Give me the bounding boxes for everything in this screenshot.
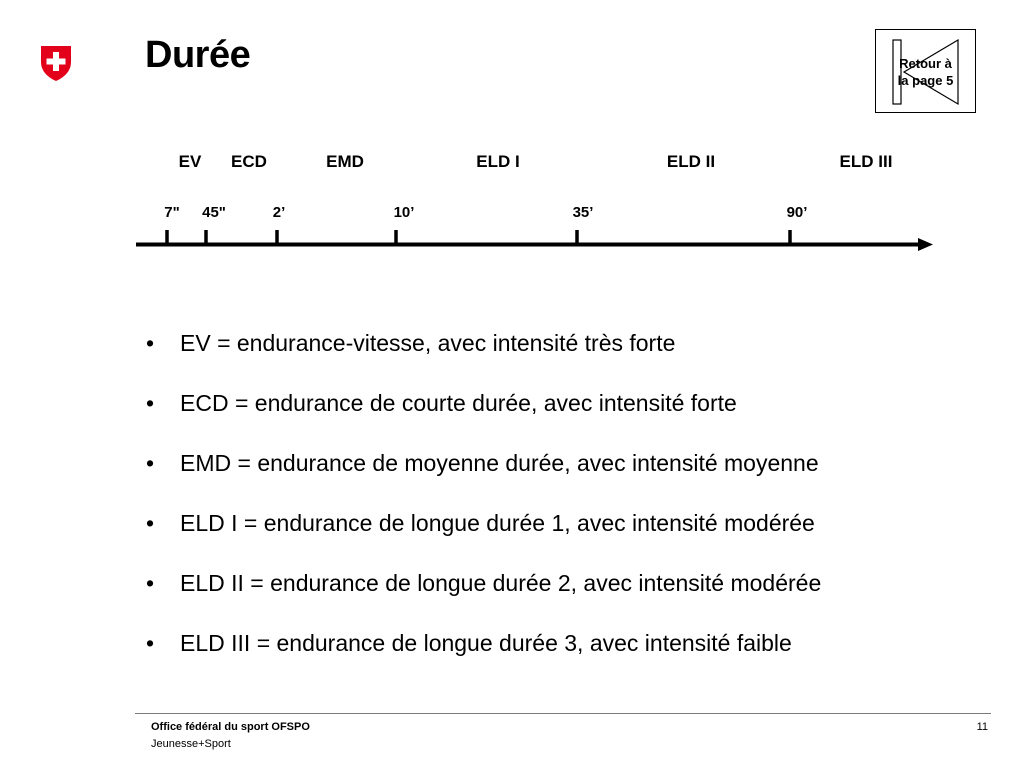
bullet-icon: • xyxy=(146,570,155,596)
list-item xyxy=(146,445,1006,505)
list-item xyxy=(146,325,1006,385)
swiss-emblem-icon xyxy=(39,44,73,82)
return-button-label: Retour à la page 5 xyxy=(897,56,954,88)
list-item xyxy=(146,625,1006,685)
return-to-page-button[interactable] xyxy=(875,29,976,113)
page-title: Durée xyxy=(145,34,251,76)
footer-organization: Office fédéral du sport OFSPO xyxy=(151,721,310,733)
definition-text: EV = endurance-vitesse, avec intensité très forte xyxy=(180,330,676,356)
definitions-list xyxy=(146,325,1006,685)
definition-text: ECD = endurance de courte durée, avec intensité forte xyxy=(180,390,737,416)
footer-subtitle: Jeunesse+Sport xyxy=(151,738,231,750)
bullet-icon: • xyxy=(146,390,155,416)
phase-label-eld-3: ELD III xyxy=(839,152,893,171)
tick-label-2min: 2’ xyxy=(272,204,286,221)
list-item xyxy=(146,565,1006,625)
phase-label-eld-1: ELD I xyxy=(476,152,520,171)
bullet-icon: • xyxy=(146,450,155,476)
tick-label-7s: 7" xyxy=(164,204,180,221)
phase-label-ecd: ECD xyxy=(231,152,267,171)
bullet-icon: • xyxy=(146,330,155,356)
phase-label-ev: EV xyxy=(178,152,202,171)
tick-label-45s: 45" xyxy=(202,204,226,221)
bullet-icon: • xyxy=(146,510,155,536)
tick-label-90min: 90’ xyxy=(786,204,808,221)
tick-label-35min: 35’ xyxy=(572,204,594,221)
bullet-icon: • xyxy=(146,630,155,656)
definition-text: ELD II = endurance de longue durée 2, avec intensité modérée xyxy=(180,570,822,596)
tick-label-10min: 10’ xyxy=(393,204,415,221)
list-item xyxy=(146,505,1006,565)
definition-text: ELD III = endurance de longue durée 3, avec intensité faible xyxy=(180,630,792,656)
footer-divider xyxy=(135,713,991,714)
page-number: 11 xyxy=(976,721,988,733)
list-item xyxy=(146,385,1006,445)
timeline-arrow-icon xyxy=(918,238,933,251)
definition-text: EMD = endurance de moyenne durée, avec intensité moyenne xyxy=(180,450,819,476)
timeline-axis xyxy=(0,220,1024,260)
phase-label-emd: EMD xyxy=(326,152,364,171)
definition-text: ELD I = endurance de longue durée 1, avec intensité modérée xyxy=(180,510,815,536)
phase-label-eld-2: ELD II xyxy=(666,152,716,171)
